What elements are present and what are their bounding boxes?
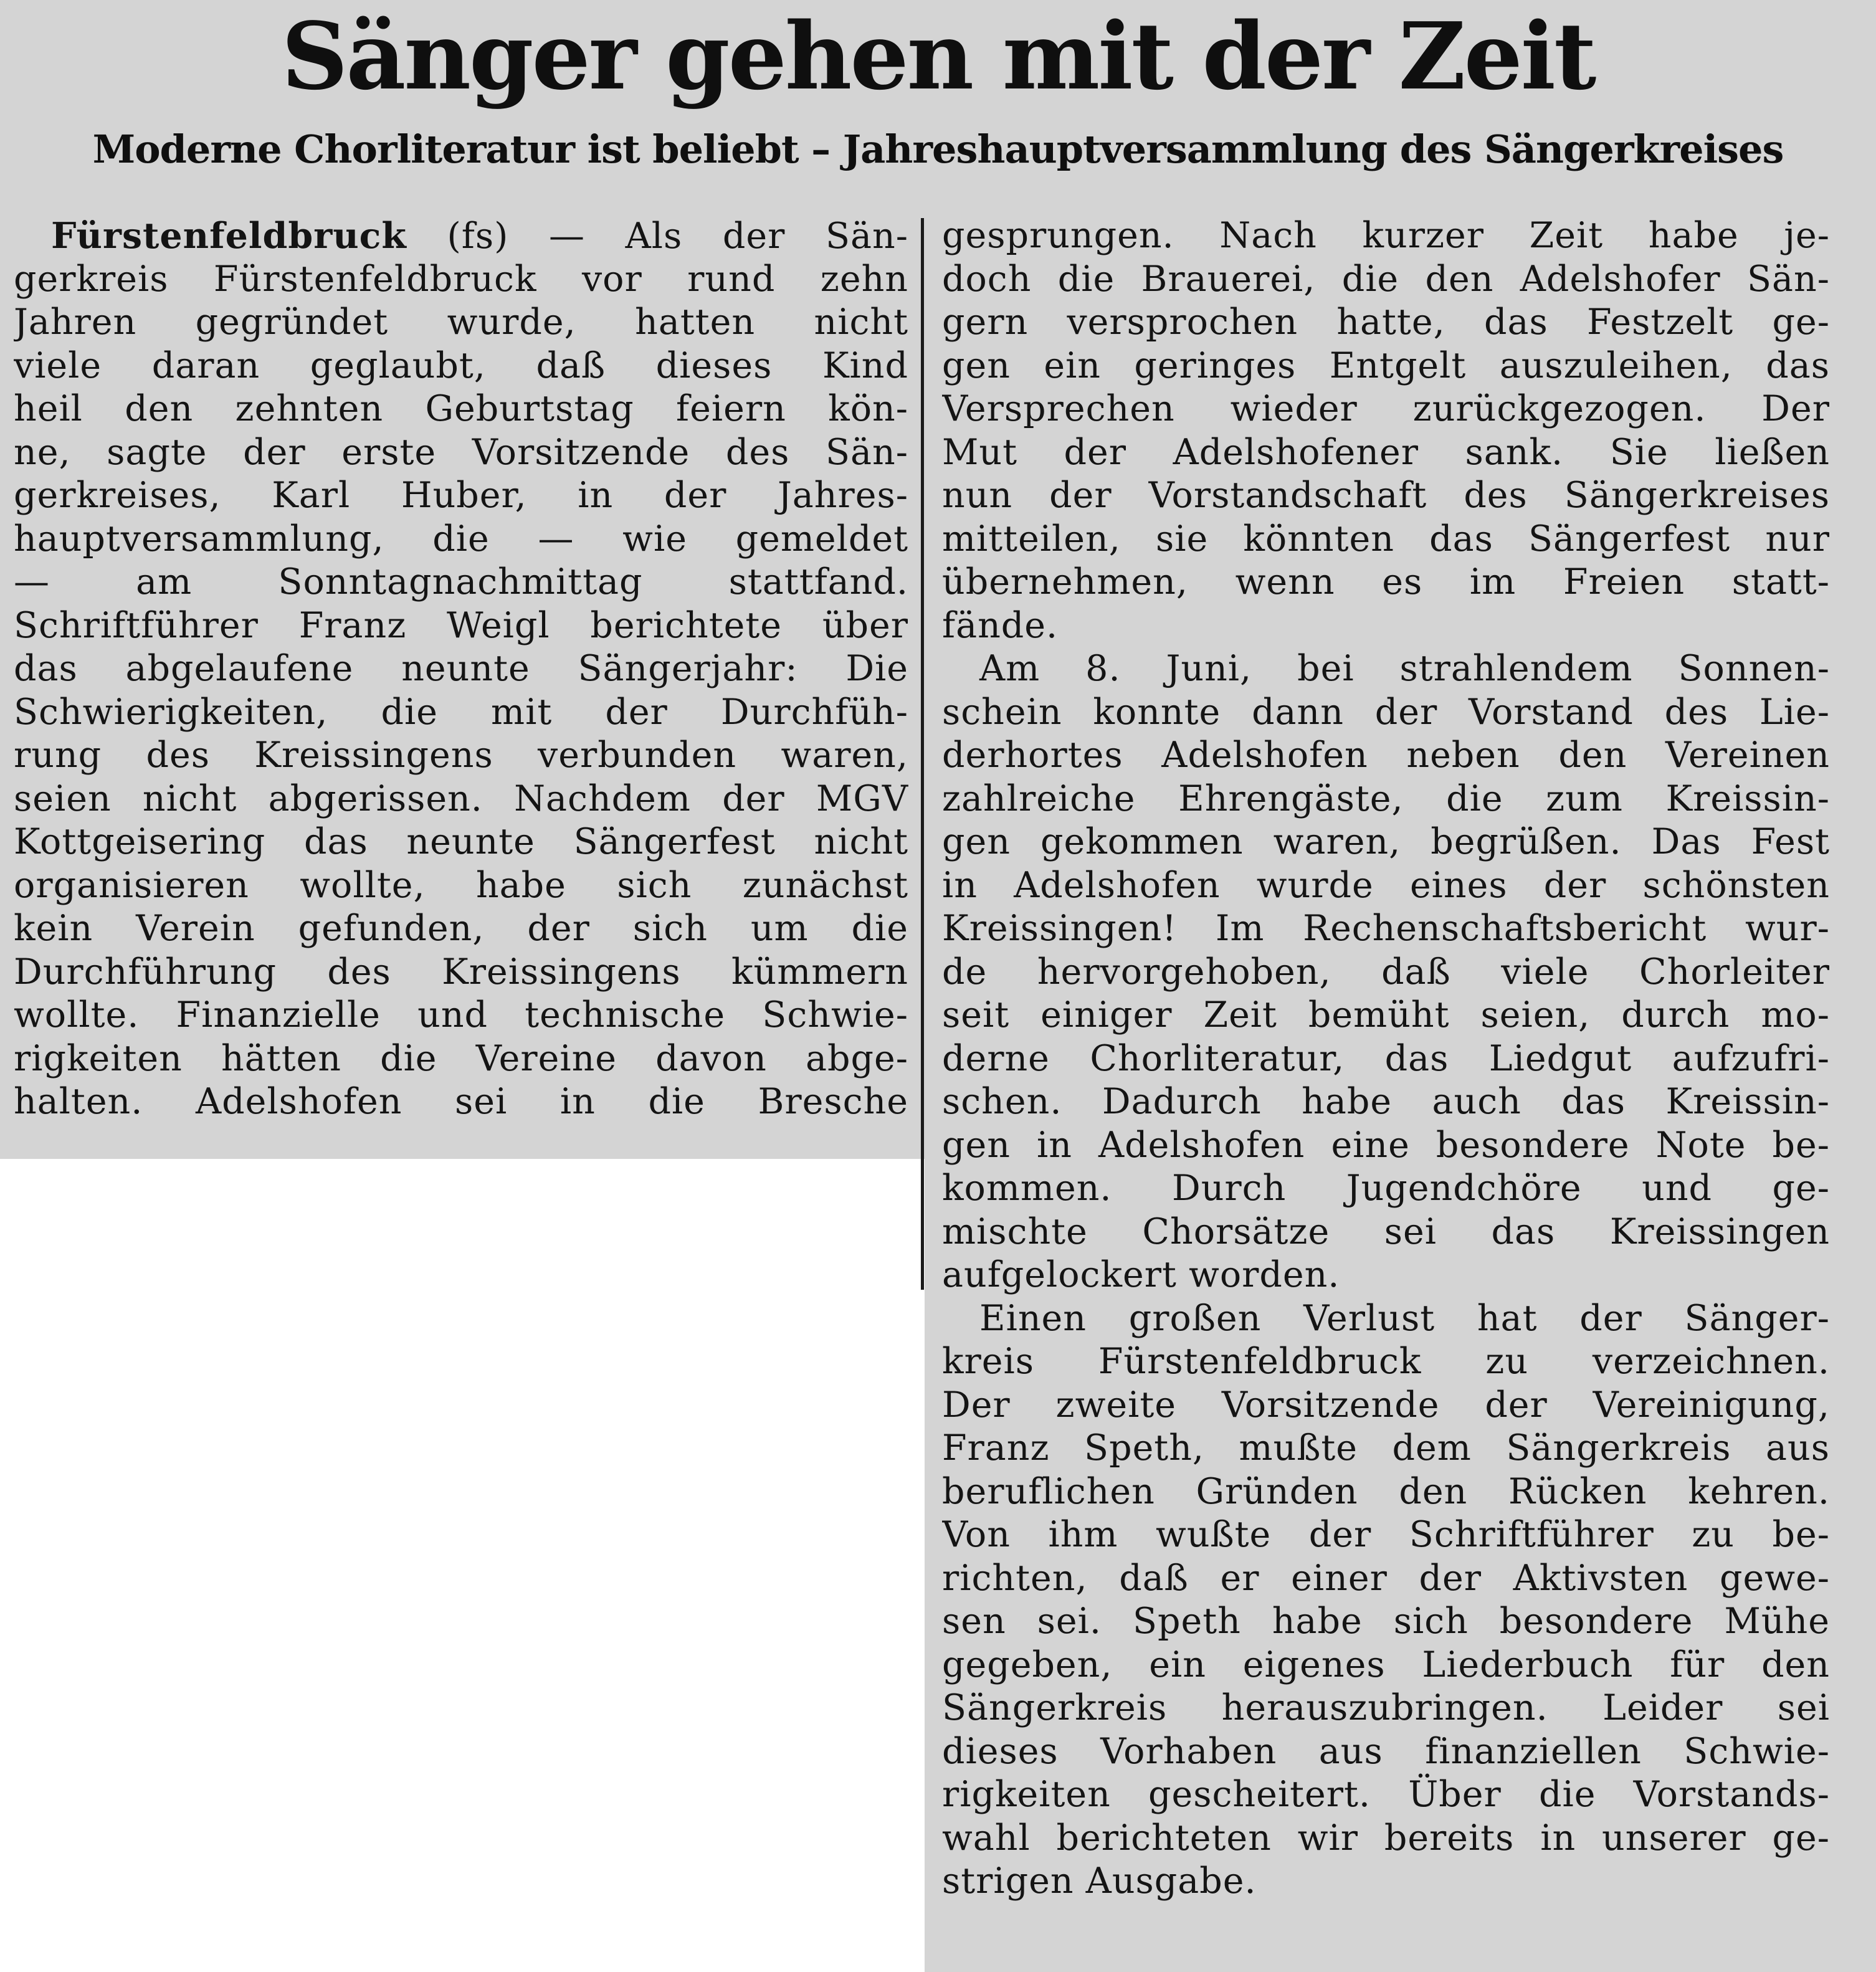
column-line: kein Verein gefunden, der sich um die	[14, 908, 908, 949]
column-line: gen ein geringes Entgelt auszuleihen, das	[942, 345, 1830, 386]
column-line: rigkeiten gescheitert. Über die Vorstands-	[942, 1774, 1830, 1815]
column-line: Kottgeisering das neunte Sängerfest nicht	[14, 821, 908, 862]
column-line: Sängerkreis herauszubringen. Leider sei	[942, 1687, 1830, 1728]
column-line: Versprechen wieder zurückgezogen. Der	[942, 388, 1830, 429]
column-line: hauptversammlung, die — wie gemeldet	[14, 518, 908, 560]
column-line: Jahren gegründet wurde, hatten nicht	[14, 302, 908, 343]
column-line: schen. Dadurch habe auch das Kreissin-	[942, 1081, 1830, 1122]
column-line: Der zweite Vorsitzende der Vereinigung,	[942, 1384, 1830, 1426]
column-line: nun der Vorstandschaft des Sängerkreises	[942, 475, 1830, 516]
column-line: zahlreiche Ehrengäste, die zum Kreissin-	[942, 778, 1830, 819]
column-line: sen sei. Speth habe sich besondere Mühe	[942, 1601, 1830, 1642]
column-line: aufgelockert worden.	[942, 1254, 1340, 1295]
column-line: derne Chorliteratur, das Liedgut aufzufri-	[942, 1037, 1830, 1079]
column-line: viele daran geglaubt, daß dieses Kind	[14, 345, 908, 386]
column-line: heil den zehnten Geburtstag feiern kön-	[14, 388, 908, 429]
column-line: wollte. Finanzielle und technische Schwie-	[14, 994, 908, 1036]
column-line: kommen. Durch Jugendchöre und ge-	[942, 1168, 1830, 1209]
column-line: Kreissingen! Im Rechenschaftsbericht wur-	[942, 908, 1830, 949]
column-divider	[921, 218, 924, 1290]
column-line: Von ihm wußte der Schriftführer zu be-	[942, 1514, 1830, 1555]
column-line: Mut der Adelshofener sank. Sie ließen	[942, 431, 1830, 473]
column-line: wahl berichteten wir bereits in unserer ge-	[942, 1817, 1830, 1859]
column-line: Einen großen Verlust hat der Sänger-	[979, 1297, 1830, 1339]
column-line: mischte Chorsätze sei das Kreissingen	[942, 1211, 1830, 1252]
article-column-right	[942, 214, 1830, 1903]
column-line: kreis Fürstenfeldbruck zu verzeichnen.	[942, 1341, 1830, 1382]
column-line: halten. Adelshofen sei in die Bresche	[14, 1081, 908, 1122]
column-line: — am Sonntagnachmittag stattfand.	[14, 561, 908, 603]
column-line: ne, sagte der erste Vorsitzende des Sän-	[14, 431, 908, 473]
column-line: richten, daß er einer der Aktivsten gewe-	[942, 1557, 1830, 1599]
column-line	[14, 214, 908, 258]
column-line: Am 8. Juni, bei strahlendem Sonnen-	[979, 648, 1830, 689]
column-line: Durchführung des Kreissingens kümmern	[14, 951, 908, 993]
column-line: Franz Speth, mußte dem Sängerkreis aus	[942, 1427, 1830, 1469]
column-line: organisieren wollte, habe sich zunächst	[14, 864, 908, 906]
column-line: de hervorgehoben, daß viele Chorleiter	[942, 951, 1830, 993]
column-line: dieses Vorhaben aus finanziellen Schwie-	[942, 1730, 1830, 1772]
article-column-left	[14, 214, 908, 1124]
column-line: seien nicht abgerissen. Nachdem der MGV	[14, 778, 908, 819]
article-headline: Sänger gehen mit der Zeit	[281, 2, 1595, 110]
article-subheadline: Moderne Chorliteratur ist beliebt – Jahreshauptversammlung des Sängerkreises	[92, 126, 1784, 172]
column-line: gen in Adelshofen eine besondere Note be-	[942, 1124, 1830, 1166]
column-line: beruflichen Gründen den Rücken kehren.	[942, 1470, 1830, 1512]
column-line: gerkreises, Karl Huber, in der Jahres-	[14, 475, 908, 516]
dateline-continuation: (fs) — Als der Sän-	[406, 216, 908, 257]
column-line: schein konnte dann der Vorstand des Lie-	[942, 691, 1830, 733]
dateline: Fürstenfeldbruck	[51, 215, 407, 257]
column-line: übernehmen, wenn es im Freien statt-	[942, 561, 1830, 603]
column-line: strigen Ausgabe.	[942, 1860, 1257, 1902]
column-line: rung des Kreissingens verbunden waren,	[14, 735, 908, 776]
column-line: Schriftführer Franz Weigl berichtete über	[14, 604, 908, 646]
column-line: gern versprochen hatte, das Festzelt ge-	[942, 302, 1830, 343]
column-line: gerkreis Fürstenfeldbruck vor rund zehn	[14, 258, 908, 300]
column-line: gesprungen. Nach kurzer Zeit habe je-	[942, 215, 1830, 256]
column-line: das abgelaufene neunte Sängerjahr: Die	[14, 648, 908, 689]
column-line: fände.	[942, 604, 1059, 646]
column-line: derhortes Adelshofen neben den Vereinen	[942, 735, 1830, 776]
column-line: rigkeiten hätten die Vereine davon abge-	[14, 1037, 908, 1079]
column-line: doch die Brauerei, die den Adelshofer Sän-	[942, 258, 1830, 300]
column-line: gegeben, ein eigenes Liederbuch für den	[942, 1644, 1830, 1685]
column-line: gen gekommen waren, begrüßen. Das Fest	[942, 821, 1830, 862]
column-line: Schwierigkeiten, die mit der Durchfüh-	[14, 691, 908, 733]
column-line: seit einiger Zeit bemüht seien, durch mo-	[942, 994, 1830, 1036]
column-line: in Adelshofen wurde eines der schönsten	[942, 864, 1830, 906]
column-line: mitteilen, sie könnten das Sängerfest nur	[942, 518, 1830, 560]
